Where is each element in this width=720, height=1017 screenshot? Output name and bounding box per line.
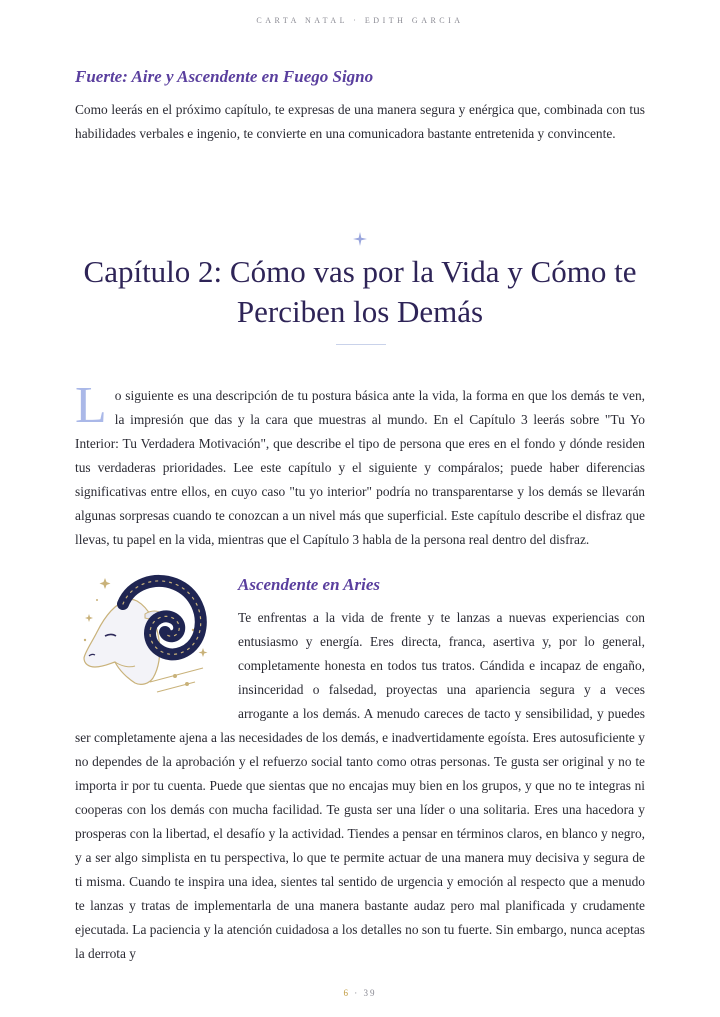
title-divider <box>336 344 386 345</box>
section-body: Como leerás en el próximo capítulo, te expresas de una manera segura y enérgica que, combinada con tus habilidades verbales e ingenio, te convierte en una comunicadora bastante entretenida y convincente. <box>75 102 645 141</box>
page-footer <box>0 988 720 998</box>
aries-ram-icon <box>75 570 220 708</box>
current-page: 6 <box>343 988 350 998</box>
page-separator: · <box>354 988 360 998</box>
intro-body: o siguiente es una descripción de tu postura básica ante la vida, la forma en que los demás te ven, la impresión que das y la cara que muestras al mundo. En el Capítulo 3 leerás sobre "Tu Yo Interior: Tu Verdadera Motivación", que describe el tipo de persona que eres en el fondo y dónde residen tus verdaderas prioridades. Lee este capítulo y el siguiente y compáralos; puede haber diferencias significativas entre ellos, en cuyo caso "tu yo interior" podría no transparentarse y los demás se llevarán algunas sorpresas cuando te conozcan a un nivel más que superficial. Este capítulo describe el disfraz que llevas, tu papel en la vida, mientras que el Capítulo 3 habla de la persona real dentro del disfraz. <box>75 388 645 547</box>
drop-cap: L <box>75 377 107 434</box>
section-strong <box>75 66 645 146</box>
aries-heading: Ascendente en Aries <box>238 575 380 594</box>
total-pages: 39 <box>363 988 377 998</box>
chapter-intro <box>75 377 645 552</box>
running-header: CARTA NATAL · EDITH GARCIA <box>256 16 464 25</box>
four-point-star-icon <box>350 229 370 249</box>
section-heading: Fuerte: Aire y Ascendente en Fuego Signo <box>75 67 374 86</box>
section-aries <box>75 570 645 966</box>
aries-body: Te enfrentas a la vida de frente y te lanzas a nuevas experiencias con entusiasmo y energía. Eres directa, franca, asertiva y, por lo general, completamente honesta en todos tus tratos. Cándida e incapaz de engaño, insinceridad o falsedad, proyectas una apariencia segura y a veces arrogante a los demás. A menudo careces de tacto y sensibilidad, y puedes ser completamente ajena a las necesidades de los demás, e inadvertidamente egoísta. Eres autosuficiente y no dependes de la aprobación y el refuerzo social tanto como otras personas. Te gusta ser original y no te importa ir por tu cuenta. Puede que sientas que no encajas muy bien en los grupos, y que no te integras ni cooperas con los demás con mucha facilidad. Te gusta ser una líder o una solitaria. Eres una hacedora y prosperas con la libertad, el desafío y la actividad. Tiendes a pensar en términos claros, en blanco y negro, y a ser algo simplista en tu perspectiva, lo que te permite actuar de una manera muy decisiva y segura de ti misma. Cuando te inspira una idea, sientes tal sentido de urgencia y emoción al respecto que a menudo te lanzas y tratas de implementarla de una manera bastante audaz pero mal planificada y crudamente ejecutada. La paciencia y la atención cuidadosa a los detalles no son tu fuerte. Sin embargo, nunca aceptas la derrota y <box>75 610 645 961</box>
chapter-title: Capítulo 2: Cómo vas por la Vida y Cómo te Perciben los Demás <box>83 254 637 329</box>
